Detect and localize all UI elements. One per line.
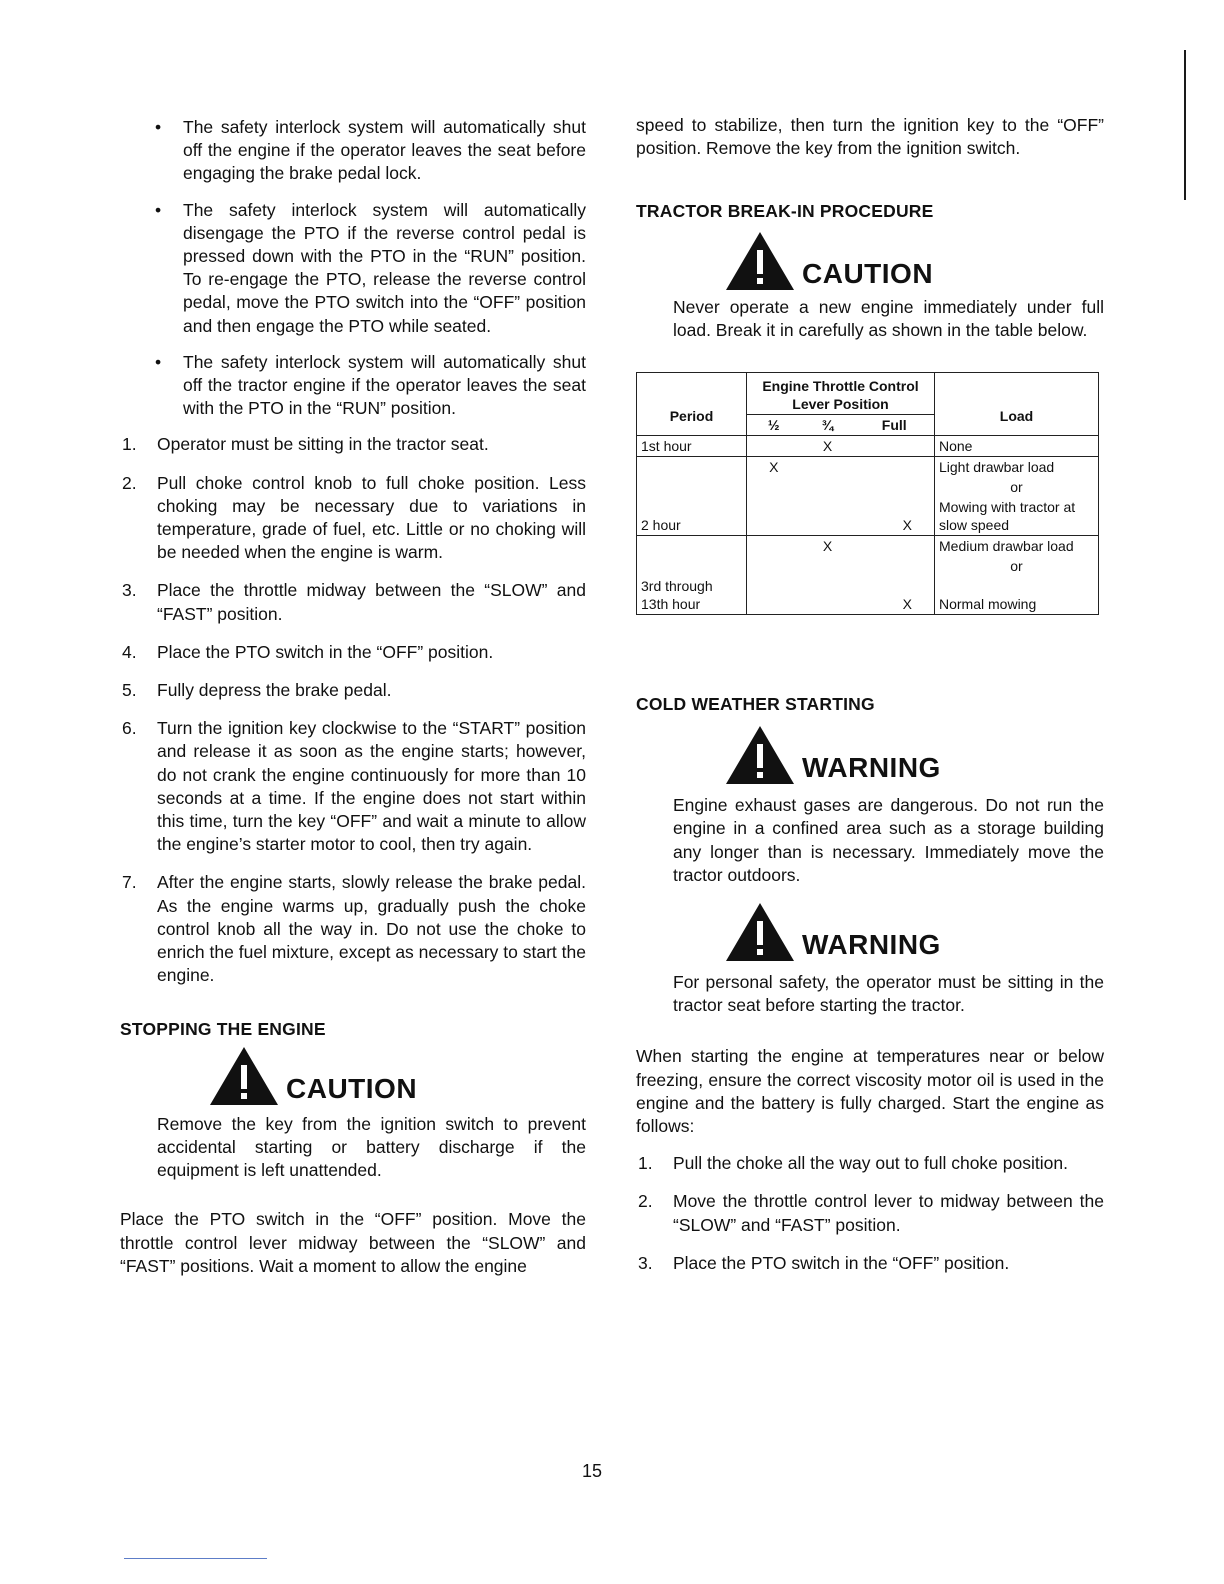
step-text: Pull the choke all the way out to full choke position.	[673, 1153, 1068, 1174]
step-item	[120, 641, 586, 664]
or-cell: or	[935, 556, 1099, 576]
continued-paragraph: speed to stabilize, then turn the ignition key to the “OFF” position. Remove the key from the ignition switch.	[636, 115, 1104, 159]
step-text: Fully depress the brake pedal.	[157, 680, 392, 701]
step-text: Turn the ignition key clockwise to the “START” position and release it as soon as the engine starts; however, do not crank the engine continuously for more than 10 seconds at a time. If the engine does not start within this time, turn the key “OFF” and wait a minute to allow the engine’s starter motor to cool, then try again.	[157, 718, 586, 855]
throttle-header: Engine Throttle Control Lever Position	[747, 373, 935, 415]
cold-start-steps-list	[636, 1152, 1104, 1275]
step-number: 5.	[122, 680, 137, 701]
load-cell: Mowing with tractor at slow speed	[935, 497, 1099, 536]
period-cell: 1st hour	[637, 436, 747, 457]
warning-label: WARNING	[802, 929, 941, 961]
stopping-paragraph: Place the PTO switch in the “OFF” position. Move the throttle control lever midway between the “SLOW” and “FAST” positions. Wait a moment to allow the engine	[120, 1209, 586, 1276]
step-number: 2.	[638, 1191, 653, 1212]
step-item	[636, 1252, 1104, 1275]
load-cell: Medium drawbar load	[935, 536, 1099, 557]
warning-banner	[724, 905, 1104, 963]
or-cell: or	[935, 477, 1099, 497]
cold-weather-paragraph: When starting the engine at temperatures near or below freezing, ensure the correct viscosity motor oil is used in the engine and the battery is fully charged. Start the engine as follows:	[636, 1046, 1104, 1137]
step-item	[120, 472, 586, 565]
period-cell: 2 hour	[637, 497, 747, 536]
mark-cell: X	[855, 497, 935, 536]
interlock-bullet-list	[155, 116, 586, 420]
column-full: Full	[855, 415, 935, 436]
caution-banner	[724, 234, 1104, 292]
bullet-item: • The safety interlock system will automatically shut off the tractor engine if the operator leaves the seat with the PTO in the “RUN” position.	[155, 351, 586, 421]
step-text: Operator must be sitting in the tractor seat.	[157, 434, 489, 455]
period-header: Period	[637, 373, 747, 436]
starting-steps-list	[120, 433, 586, 987]
mark-cell: X	[801, 436, 855, 457]
step-number: 4.	[122, 641, 137, 662]
load-cell: Normal mowing	[935, 576, 1099, 615]
warning-triangle-icon	[724, 230, 796, 292]
left-column	[120, 116, 586, 1278]
step-number: 3.	[638, 1252, 653, 1273]
step-text: After the engine starts, slowly release the brake pedal. As the engine warms up, gradually push the choke control knob all the way in. Do not use the choke to enrich the fuel mixture, except as necessary to start the engine.	[157, 872, 586, 986]
warning-text: Engine exhaust gases are dangerous. Do not run the engine in a confined area such as a storage building any longer than is necessary. Immediately move the tractor outdoors.	[673, 795, 1104, 885]
caution-banner	[208, 1049, 586, 1107]
caution-label: CAUTION	[286, 1072, 418, 1104]
caution-label: CAUTION	[802, 257, 934, 289]
right-column	[636, 114, 1104, 1290]
period-cell: 3rd through 13th hour	[637, 576, 747, 615]
warning-triangle-icon	[724, 901, 796, 963]
step-item	[120, 579, 586, 625]
margin-mark	[1184, 50, 1186, 200]
bullet-item: • The safety interlock system will automatically disengage the PTO if the reverse control pedal is pressed down with the PTO in the “RUN” position. To re-engage the PTO, release the reverse control pedal, move the PTO switch into the “OFF” position and then engage the PTO while seated.	[155, 199, 586, 338]
warning-triangle-icon	[208, 1045, 280, 1107]
step-number: 3.	[122, 580, 137, 601]
step-number: 2.	[122, 472, 137, 493]
step-text: Place the PTO switch in the “OFF” position.	[157, 641, 494, 662]
step-number: 1.	[122, 434, 137, 455]
step-number: 6.	[122, 718, 137, 739]
load-cell: None	[935, 436, 1099, 457]
step-item	[636, 1152, 1104, 1175]
step-number: 7.	[122, 872, 137, 893]
page-number: 15	[581, 1461, 603, 1481]
mark-cell: X	[801, 536, 855, 557]
step-text: Move the throttle control lever to midway between the “SLOW” and “FAST” position.	[673, 1191, 1104, 1235]
step-item	[120, 717, 586, 856]
step-item	[120, 871, 586, 987]
column-half: ½	[747, 415, 801, 436]
warning-text: For personal safety, the operator must be sitting in the tractor seat before starting the tractor.	[673, 972, 1104, 1016]
caution-text: Remove the key from the ignition switch to prevent accidental starting or battery discharge if the equipment is left unattended.	[157, 1113, 586, 1181]
step-number: 1.	[638, 1153, 653, 1174]
caution-text: Never operate a new engine immediately under full load. Break it in carefully as shown in the table below.	[673, 296, 1104, 340]
step-text: Place the PTO switch in the “OFF” position.	[673, 1252, 1010, 1273]
step-item	[636, 1190, 1104, 1236]
step-item	[120, 679, 586, 702]
warning-triangle-icon	[724, 724, 796, 786]
load-cell: Light drawbar load	[935, 457, 1099, 478]
warning-banner	[724, 728, 1104, 786]
cold-weather-heading: COLD WEATHER STARTING	[636, 694, 875, 715]
break-in-table	[636, 372, 1099, 615]
break-in-heading: TRACTOR BREAK-IN PROCEDURE	[636, 201, 934, 222]
mark-cell: X	[747, 457, 801, 478]
step-text: Place the throttle midway between the “SLOW” and “FAST” position.	[157, 580, 586, 624]
mark-cell: X	[855, 576, 935, 615]
warning-label: WARNING	[802, 752, 941, 784]
footer-rule	[124, 1558, 267, 1559]
load-header: Load	[935, 373, 1099, 436]
step-item	[120, 433, 586, 456]
column-three-quarter: ¾	[801, 415, 855, 436]
bullet-item: • The safety interlock system will automatically shut off the engine if the operator leaves the seat before engaging the brake pedal lock.	[155, 116, 586, 186]
stopping-engine-heading: STOPPING THE ENGINE	[120, 1018, 326, 1039]
step-text: Pull choke control knob to full choke position. Less choking may be necessary due to variations in temperature, grade of fuel, etc. Little or no choking will be needed when the engine is warm.	[157, 472, 586, 563]
